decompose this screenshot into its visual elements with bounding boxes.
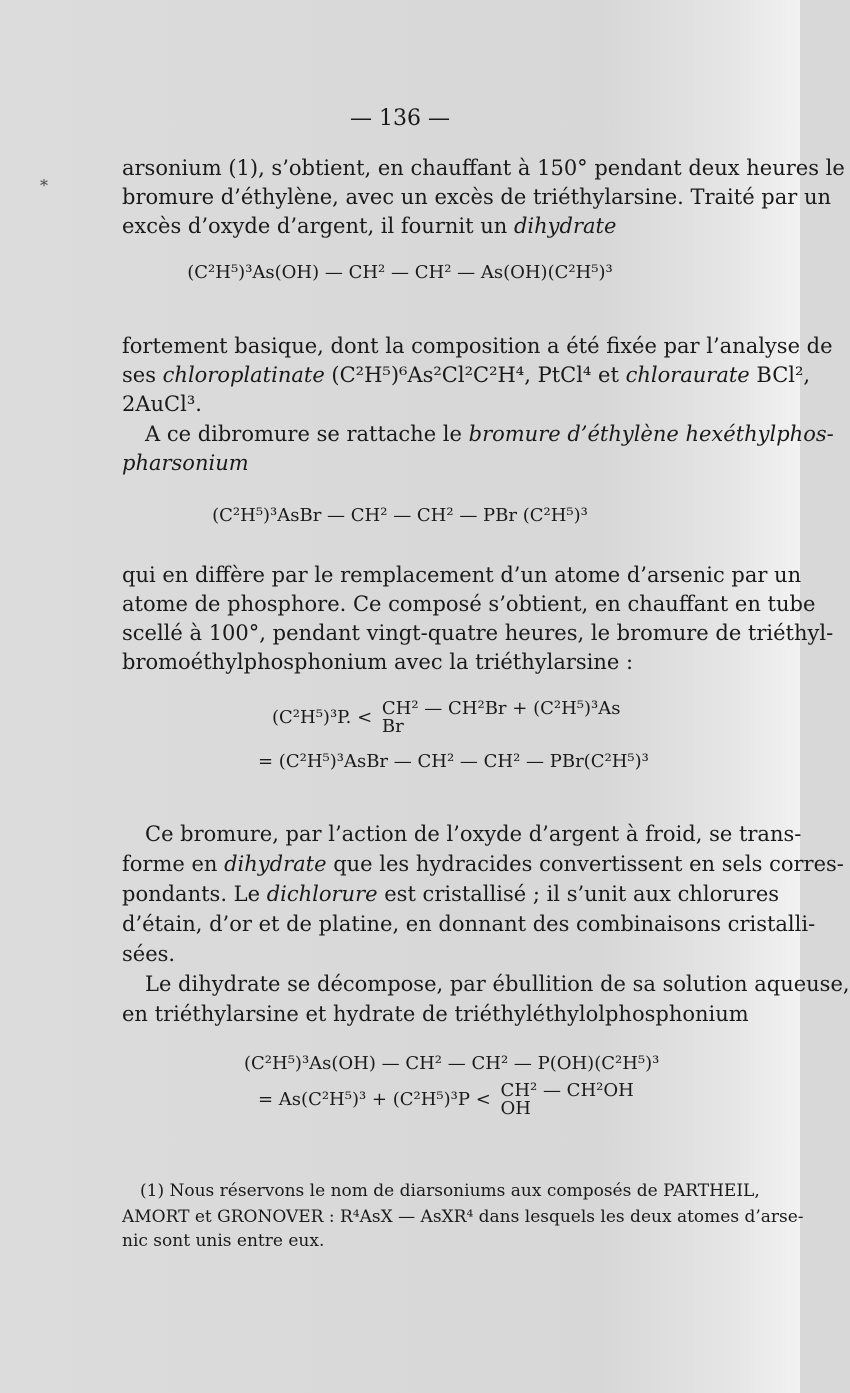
text-run: que les hydracides convertissent en sels corres-	[326, 852, 844, 876]
italic-term: chloroplatinate	[162, 363, 325, 387]
formula-1: (C²H⁵)³As(OH) — CH² — CH² — As(OH)(C²H⁵)³	[187, 262, 613, 283]
text-run: ses	[122, 363, 163, 387]
formula-4-line-1: (C²H⁵)³As(OH) — CH² — CH² — P(OH)(C²H⁵)³	[244, 1053, 660, 1074]
text-line: fortement basique, dont la composition a été fixée par l’analyse de	[122, 334, 833, 358]
formula-3-line-2: = (C²H⁵)³AsBr — CH² — CH² — PBr(C²H⁵)³	[258, 751, 649, 772]
italic-term: dihydrate	[224, 852, 327, 876]
formula-stack	[501, 1082, 634, 1118]
footnote-line: (1) Nous réservons le nom de diarsoniums aux composés de PARTHEIL,	[140, 1181, 760, 1201]
formula-4-line-2	[258, 1082, 634, 1118]
formula-2: (C²H⁵)³AsBr — CH² — CH² — PBr (C²H⁵)³	[212, 505, 588, 526]
text-line: en triéthylarsine et hydrate de triéthyléthylolphosphonium	[122, 1002, 749, 1026]
text-line	[122, 361, 810, 389]
text-line: Ce bromure, par l’action de l’oxyde d’argent à froid, se trans-	[145, 822, 802, 846]
text-run: pondants. Le	[122, 882, 267, 906]
italic-term: dihydrate	[513, 214, 617, 238]
text-line: sées.	[122, 942, 176, 966]
italic-term: dichlorure	[266, 882, 378, 906]
footnote-line: nic sont unis entre eux.	[122, 1231, 325, 1251]
footnote-line: AMORT et GRONOVER : R⁴AsX — AsXR⁴ dans lesquels les deux atomes d’arse-	[122, 1207, 804, 1227]
text-line	[122, 212, 616, 240]
text-run: BCl²,	[749, 363, 811, 387]
text-run: A ce dibromure se rattache le	[145, 422, 469, 446]
text-line	[145, 420, 834, 448]
formula-top: CH² — CH²Br + (C²H⁵)³As	[381, 698, 621, 719]
text-line: d’étain, d’or et de platine, en donnant des combinaisons cristalli-	[122, 912, 816, 936]
text-line	[122, 449, 249, 477]
text-run: excès d’oxyde d’argent, il fournit un	[122, 214, 514, 238]
formula-top: CH² — CH²OH	[500, 1080, 634, 1101]
text-line: qui en diffère par le remplacement d’un atome d’arsenic par un	[122, 563, 802, 587]
formula-bottom: OH	[500, 1098, 532, 1119]
formula-3-line-1	[272, 700, 620, 736]
margin-mark: *	[40, 176, 48, 195]
formula-stack	[382, 700, 621, 736]
text-line: arsonium (1), s’obtient, en chauffant à 150° pendant deux heures le	[122, 156, 845, 180]
page-number: — 136 —	[350, 106, 450, 131]
text-run: forme en	[122, 852, 225, 876]
text-line: 2AuCl³.	[122, 392, 202, 416]
formula-text: = As(C²H⁵)³ + (C²H⁵)³P <	[258, 1089, 491, 1110]
italic-term: bromure d’éthylène hexéthylphos-	[468, 422, 834, 446]
text-run: (C²H⁵)⁶As²Cl²C²H⁴, PtCl⁴ et	[324, 363, 626, 387]
formula-bottom: Br	[381, 716, 404, 737]
text-run: est cristallisé ; il s’unit aux chlorures	[377, 882, 780, 906]
text-line	[122, 850, 844, 878]
formula-text: (C²H⁵)³P. <	[272, 707, 373, 728]
text-line: scellé à 100°, pendant vingt-quatre heures, le bromure de triéthyl-	[122, 621, 834, 645]
text-line: bromure d’éthylène, avec un excès de triéthylarsine. Traité par un	[122, 185, 832, 209]
text-line: Le dihydrate se décompose, par ébullition de sa solution aqueuse,	[145, 972, 850, 996]
italic-term: pharsonium	[122, 451, 249, 475]
text-line: bromoéthylphosphonium avec la triéthylarsine :	[122, 650, 634, 674]
text-line	[122, 880, 779, 908]
text-line: atome de phosphore. Ce composé s’obtient, en chauffant en tube	[122, 592, 816, 616]
italic-term: chloraurate	[625, 363, 750, 387]
